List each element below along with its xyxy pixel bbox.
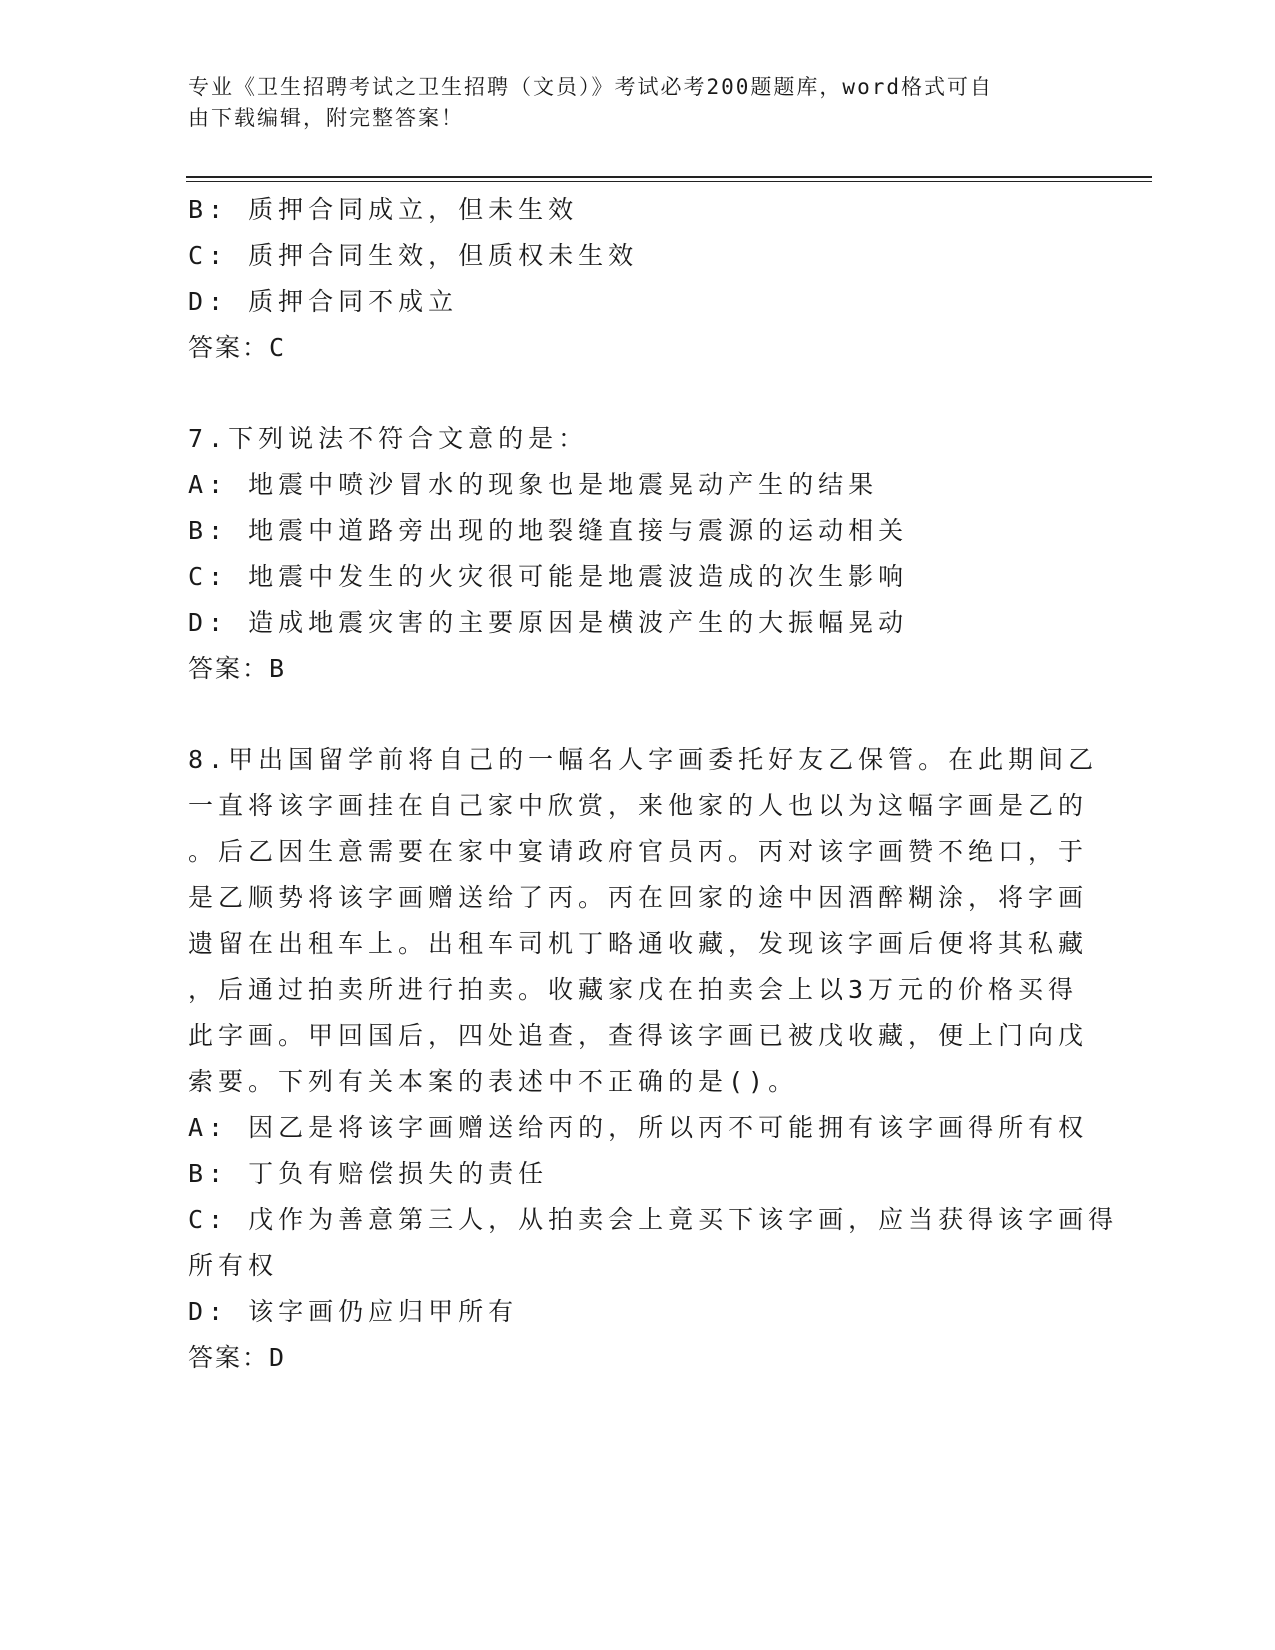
q8-option-c-continued: 所有权 [188,1251,279,1280]
q8-answer: 答案：D [188,1343,287,1372]
q7-answer: 答案：B [188,654,287,683]
q8-option-d: D: 该字画仍应归甲所有 [188,1297,519,1326]
q8-stem-line: 遗留在出租车上。出租车司机丁略通收藏，发现该字画后便将其私藏 [188,929,1089,958]
q8-stem-line: 一直将该字画挂在自己家中欣赏，来他家的人也以为这幅字画是乙的 [188,791,1089,820]
document-header [188,72,1058,134]
header-line-2: 由下载编辑，附完整答案！ [188,106,464,130]
question-6-tail [188,187,1078,371]
question-8 [188,737,1119,1381]
header-line-1: 专业《卫生招聘考试之卫生招聘（文员）》考试必考200题题库，word格式可自 [188,75,993,99]
q7-stem: 7.下列说法不符合文意的是： [188,424,589,453]
q8-stem-line: 此字画。甲回国后，四处追查，查得该字画已被戊收藏，便上门向戊 [188,1021,1089,1050]
q6-option-b: B: 质押合同成立，但未生效 [188,195,579,224]
spacer [188,371,1078,416]
question-content [188,187,1119,1381]
q8-stem-line: 是乙顺势将该字画赠送给了丙。丙在回家的途中因酒醉糊涂，将字画 [188,883,1089,912]
question-7 [188,416,1078,692]
q8-stem-line: 索要。下列有关本案的表述中不正确的是()。 [188,1067,799,1096]
q7-option-c: C: 地震中发生的火灾很可能是地震波造成的次生影响 [188,562,909,591]
q8-stem-line: 。后乙因生意需要在家中宴请政府官员丙。丙对该字画赞不绝口，于 [188,837,1089,866]
q6-option-d: D: 质押合同不成立 [188,287,459,316]
q7-option-d: D: 造成地震灾害的主要原因是横波产生的大振幅晃动 [188,608,909,637]
q6-option-c: C: 质押合同生效，但质权未生效 [188,241,639,270]
q8-option-b: B: 丁负有赔偿损失的责任 [188,1159,549,1188]
q7-option-a: A: 地震中喷沙冒水的现象也是地震晃动产生的结果 [188,470,879,499]
q6-answer: 答案：C [188,333,287,362]
q7-option-b: B: 地震中道路旁出现的地裂缝直接与震源的运动相关 [188,516,909,545]
q8-stem-line: ，后通过拍卖所进行拍卖。收藏家戊在拍卖会上以3万元的价格买得 [188,975,1079,1004]
q8-stem-line: 8.甲出国留学前将自己的一幅名人字画委托好友乙保管。在此期间乙 [188,745,1099,774]
header-divider-thin [186,181,1152,182]
spacer [188,692,1078,737]
q8-option-c: C: 戊作为善意第三人，从拍卖会上竟买下该字画，应当获得该字画得 [188,1205,1119,1234]
header-divider-thick [186,176,1152,178]
q8-stem [188,737,1099,1105]
q8-option-a: A: 因乙是将该字画赠送给丙的，所以丙不可能拥有该字画得所有权 [188,1113,1089,1142]
